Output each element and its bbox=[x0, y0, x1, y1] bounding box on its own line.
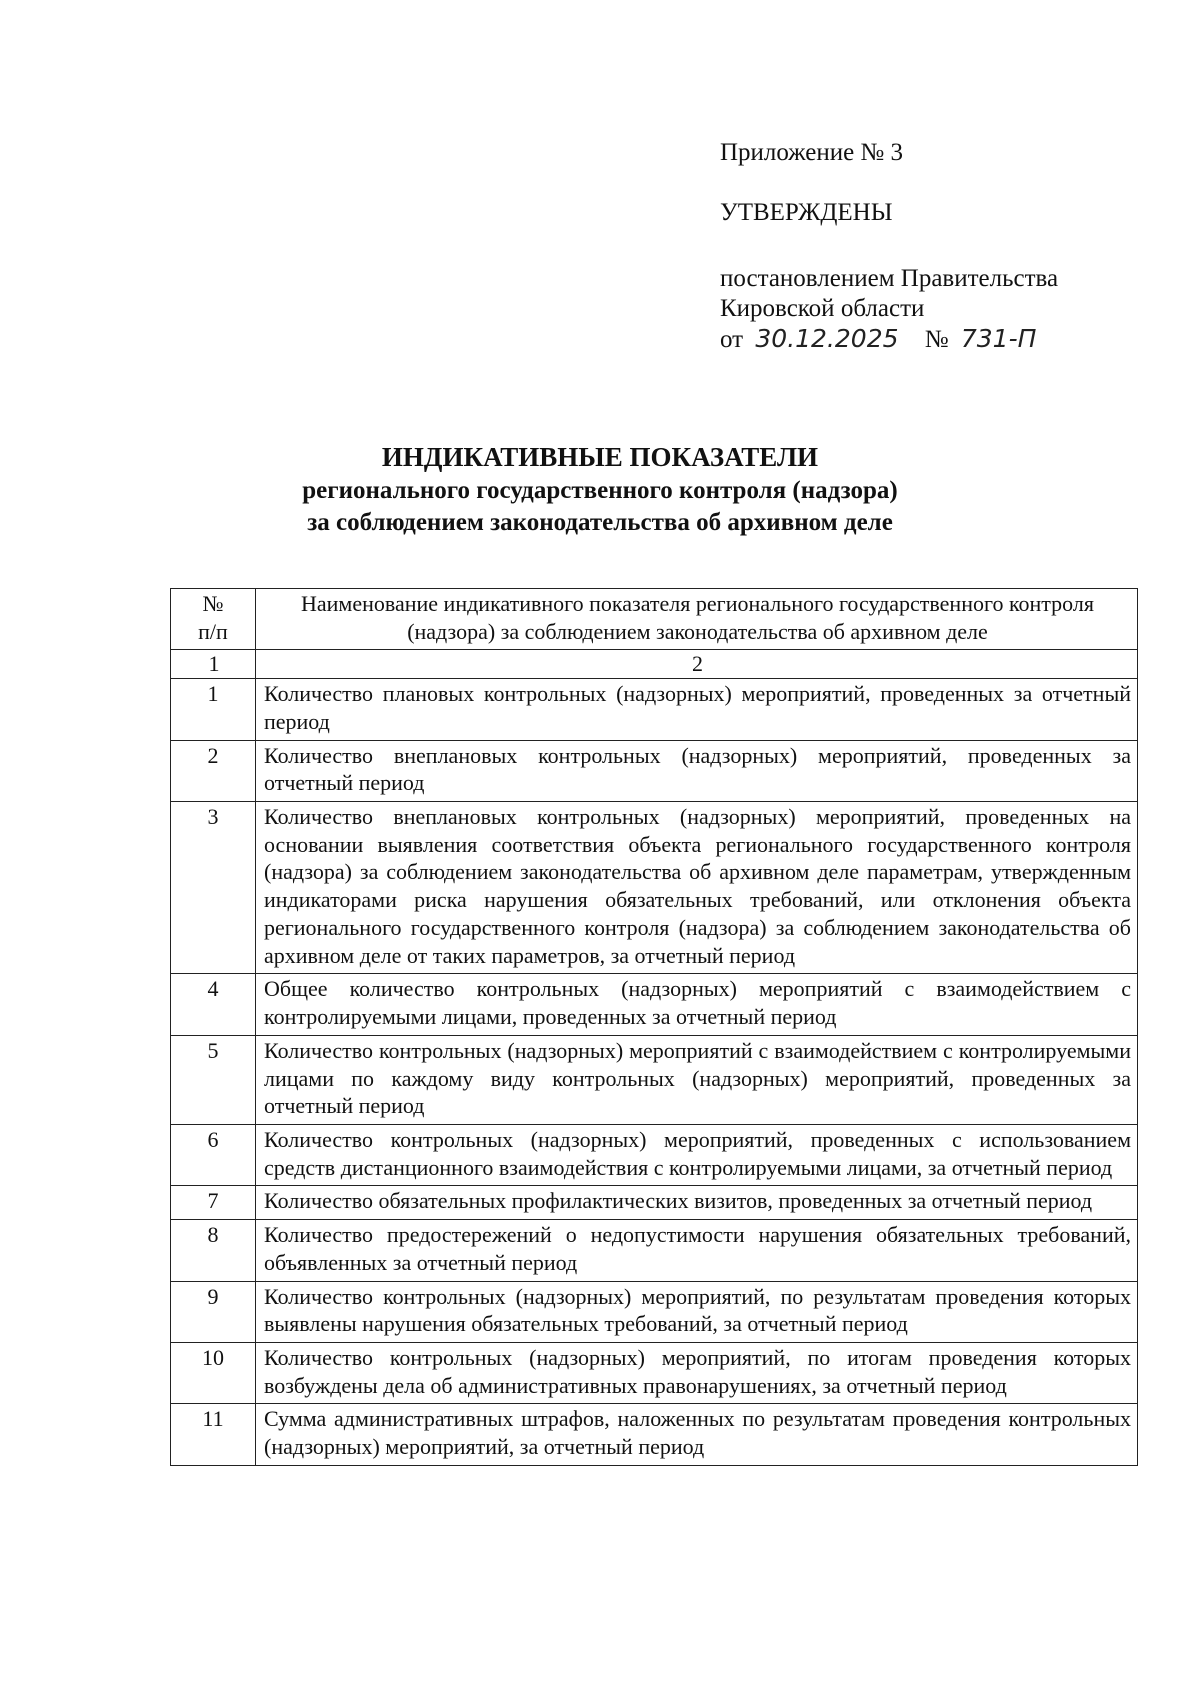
row-number: 8 bbox=[171, 1220, 256, 1281]
col-index-2: 2 bbox=[256, 650, 1138, 679]
indicator-name: Сумма административных штрафов, наложенных по результатам проведения контрольных (надзорных) мероприятий, за отчетный период bbox=[256, 1404, 1138, 1465]
indicator-name: Количество плановых контрольных (надзорных) мероприятий, проведенных за отчетный период bbox=[256, 679, 1138, 740]
decree-line-2: Кировской области bbox=[720, 295, 925, 322]
decree-line-1: постановлением Правительства bbox=[720, 265, 1059, 292]
col-index-1: 1 bbox=[171, 650, 256, 679]
title-line-1: ИНДИКАТИВНЫЕ ПОКАЗАТЕЛИ bbox=[381, 442, 819, 472]
indicator-name: Количество контрольных (надзорных) мероприятий с взаимодействием с контролируемыми лицами по каждому виду контрольных (надзорных) мероприятий, проведенных за отчетный период bbox=[256, 1035, 1138, 1124]
row-number: 11 bbox=[171, 1404, 256, 1465]
number-label: № bbox=[924, 326, 949, 353]
decree-date-number bbox=[720, 324, 1160, 355]
indicators-table bbox=[170, 588, 1138, 1466]
table-row bbox=[171, 1281, 1138, 1342]
indicator-name: Общее количество контрольных (надзорных) мероприятий с взаимодействием с контролируемыми лицами, проведенных за отчетный период bbox=[256, 974, 1138, 1035]
row-number: 4 bbox=[171, 974, 256, 1035]
handwritten-date: 30.12.2025 bbox=[755, 324, 899, 353]
appendix-label: Приложение № 3 bbox=[720, 139, 904, 166]
col-num-header-line-1: № bbox=[202, 591, 224, 616]
approval-block bbox=[720, 138, 1160, 355]
table-row bbox=[171, 1035, 1138, 1124]
row-number: 9 bbox=[171, 1281, 256, 1342]
table-header-row bbox=[171, 589, 1138, 650]
table-row bbox=[171, 1186, 1138, 1220]
row-number: 10 bbox=[171, 1342, 256, 1403]
col-num-header bbox=[171, 589, 256, 650]
indicator-name: Количество внеплановых контрольных (надзорных) мероприятий, проведенных за отчетный период bbox=[256, 740, 1138, 801]
table-row bbox=[171, 974, 1138, 1035]
table-row bbox=[171, 1220, 1138, 1281]
indicator-name: Количество внеплановых контрольных (надзорных) мероприятий, проведенных на основании выявления соответствия объекта регионального государственного контроля (надзора) за соблюдением законодательства об архивном деле параметрам, утвержденным индикаторами риска нарушения обязательных требований, или отклонения объекта регионального государственного контроля (надзора) за соблюдением законодательства об архивном деле от таких параметров, за отчетный период bbox=[256, 802, 1138, 974]
indicator-name: Количество контрольных (надзорных) мероприятий, проведенных с использованием средств дистанционного взаимодействия с контролируемыми лицами, за отчетный период bbox=[256, 1124, 1138, 1185]
table-row bbox=[171, 802, 1138, 974]
row-number: 7 bbox=[171, 1186, 256, 1220]
table-row bbox=[171, 1404, 1138, 1465]
indicator-name: Количество контрольных (надзорных) мероприятий, по итогам проведения которых возбуждены дела об административных правонарушениях, за отчетный период bbox=[256, 1342, 1138, 1403]
table-row bbox=[171, 740, 1138, 801]
table-row bbox=[171, 679, 1138, 740]
approved-label: УТВЕРЖДЕНЫ bbox=[720, 199, 893, 226]
title-line-2: регионального государственного контроля (надзора) bbox=[302, 476, 898, 504]
col-num-header-line-2: п/п bbox=[198, 618, 228, 644]
indicator-name: Количество контрольных (надзорных) мероприятий, по результатам проведения которых выявлены нарушения обязательных требований, за отчетный период bbox=[256, 1281, 1138, 1342]
col-name-header: Наименование индикативного показателя регионального государственного контроля (надзора) за соблюдением законодательства об архивном деле bbox=[256, 589, 1138, 650]
row-number: 2 bbox=[171, 740, 256, 801]
title-line-3: за соблюдением законодательства об архивном деле bbox=[307, 508, 893, 536]
row-number: 6 bbox=[171, 1124, 256, 1185]
row-number: 1 bbox=[171, 679, 256, 740]
indicator-name: Количество обязательных профилактических визитов, проведенных за отчетный период bbox=[256, 1186, 1138, 1220]
indicator-name: Количество предостережений о недопустимости нарушения обязательных требований, объявленных за отчетный период bbox=[256, 1220, 1138, 1281]
handwritten-number: 731-П bbox=[960, 324, 1037, 353]
from-label: от bbox=[720, 326, 744, 353]
column-index-row bbox=[171, 650, 1138, 679]
row-number: 3 bbox=[171, 802, 256, 974]
document-title bbox=[0, 440, 1200, 539]
table-row bbox=[171, 1342, 1138, 1403]
table-row bbox=[171, 1124, 1138, 1185]
row-number: 5 bbox=[171, 1035, 256, 1124]
